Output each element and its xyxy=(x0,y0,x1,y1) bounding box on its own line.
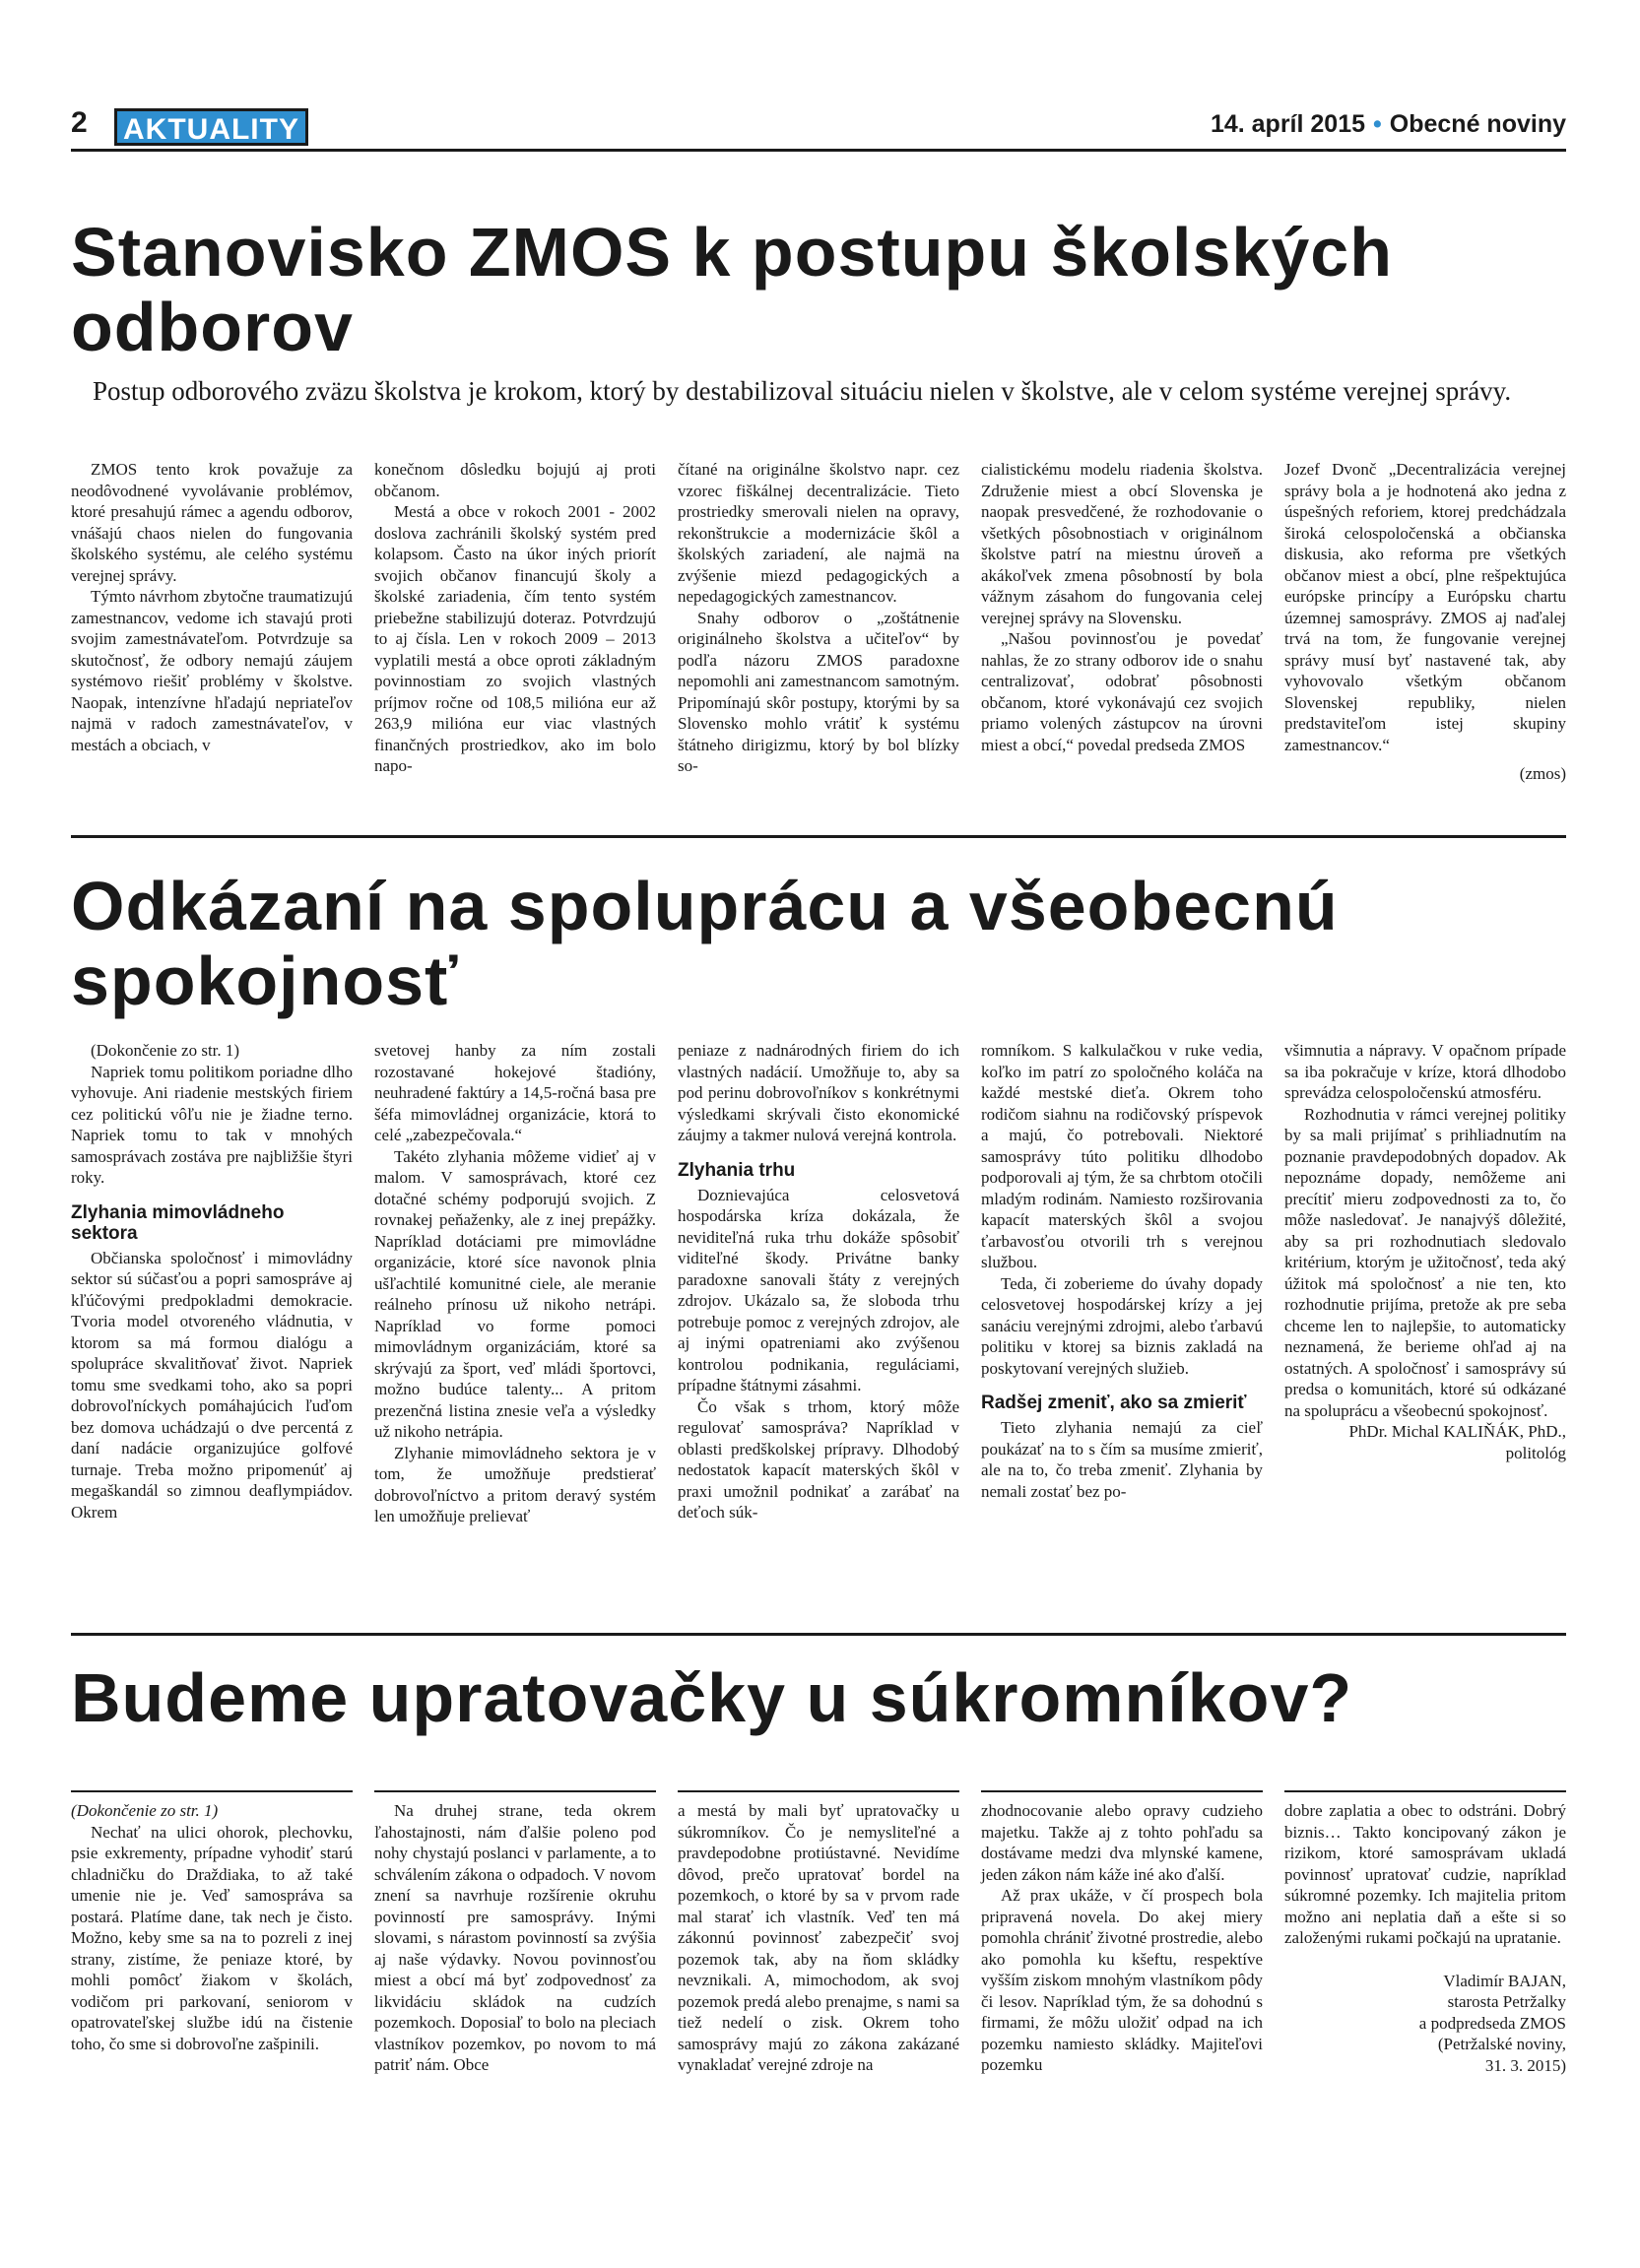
article1-title-line1: Stanovisko ZMOS k postupu školských xyxy=(71,214,1393,291)
paragraph: Na druhej strane, teda okrem ľahostajnosti, nám ďalšie polenо pod nohy chystajú poslanci v parlamente, a to schválením zákona o odpadoch. V novom znení sa navrhuje rozšírenie okruhu povinností pre samosprávy. Inými slovami, s nárastom povinností sa zvýšia aj naše výdavky. Novou povinnosťou miest a obcí má byť zodpovednosť za likvidáciu skládok na cudzích pozemkoch. Doposiaľ to bolo na pleciach vlastníkov pozemkov, po novom to má patriť nám. Obce xyxy=(374,1801,656,2074)
article2-col1 xyxy=(71,1040,353,1527)
subheading: Zlyhania mimovládneho sektora xyxy=(71,1201,285,1244)
page-header xyxy=(71,102,1566,152)
paragraph: zhodnocovanie alebo opravy cudzieho majetku. Takže aj z tohto pohľadu sa dostávame medzi dva mlynské kamene, jeden zákon nám káže iné ako ďalší. xyxy=(981,1801,1263,1884)
paragraph: Až prax ukáže, v čí prospech bola pripravená novela. Do akej miery pomohla chrániť životné prostredie, alebo ako pomohla ku kšeftu, respektíve vyšším ziskom mnohým vlastníkom pôdy či lesov. Napríklad tým, že sa dohodnú s firmami, že môžu uložiť odpad na ich pozemku namiesto skládky. Majiteľovi pozemku xyxy=(981,1886,1263,2074)
article2-author: PhDr. Michal KALIŇÁK, PhD., xyxy=(1348,1422,1566,1441)
article3-col1 xyxy=(71,1800,353,2076)
issue-info xyxy=(1211,110,1566,139)
article2-col5 xyxy=(1284,1040,1566,1527)
article3-col4 xyxy=(981,1800,1263,2076)
subheading: Zlyhania trhu xyxy=(678,1159,796,1181)
article3-col5 xyxy=(1284,1800,1566,2076)
column-rule xyxy=(678,1790,959,1792)
article1-col3 xyxy=(678,459,959,785)
continued-note: (Dokončenie zo str. 1) xyxy=(91,1041,240,1060)
paragraph: Takéto zlyhania môžeme vidieť aj v malom. V samosprávach, ktoré cez dotačné schémy podporujú svojich. Z rovnakej peňaženky, ale z inej prepážky. Napríklad dotáciami pre mimovládne organizácie, ktoré síce navonok plnia ušľachtilé komunitné ciele, ale meranie reálneho prínosu už nikoho netrápi. Napríklad vo forme pomoci mimovládnym organizáciám, ktoré sa skrývajú za šport, veď mládi športovci, možno budúce talenty... A pritom prezenčná listina znesie veľa a výsledky už nikoho netrápia. xyxy=(374,1146,656,1441)
paragraph: Jozef Dvonč „Decentralizácia verejnej správy bola a je hodnotená ako jedna z úspešných reforiem, ktorej predchádzala široká celospoločenská a občianska diskusia, ako reforma pre všetkých občanov miest a obcí, plne rešpektujúca európske princípy a Európsku chartu územnej samosprávy. ZMOS aj naďalej trvá na tom, že fungovanie verejnej správy musí byť nastavené tak, aby vyhovovalo všetkým občanom Slovenskej republiky, nielen predstaviteľom istej skupiny zamestnancov.“ xyxy=(1284,460,1566,754)
paragraph: Občianska spoločnosť i mimovládny sektor sú súčasťou a popri samospráve aj kľúčovými predpokladmi demokracie. Tvoria model otvoreného vládnutia, v ktorom sa má formou dialógu a spolupráce skvalitňovať život. Napriek tomu sme svedkami toho, ako sa popri dobrovoľníckych pomáhajúcich ľuďom bez domova uchádzajú o dve percentá z daní nadácie organizujúce golfové turnaje. Treba možno pripomenúť aj megaškandál so zimnou deaflympiádov. Okrem xyxy=(71,1248,353,1522)
paragraph: romníkom. S kalkulačkou v ruke vedia, koľko im patrí zo spoločného koláča na každé mestské dieťa. Okrem toho rodičom siahnu na rodičovský príspevok a majú, čo potrebovali. Niektoré samosprávy túto politiku dlhodobo podporovali aj tým, že sa chrbtom otočili mladým rodinám. Namiesto rozširovania kapacít materských škôl a svojou ťarbavosťou otvorili trh s verejnou službou. xyxy=(981,1041,1263,1271)
paragraph: svetovej hanby za ním zostali rozostavané hokejové štadióny, neuhradené faktúry a 14,5-ročná basa pre šéfa mimovládnej organizácie, ktorá to celé „zabezpečovala.“ xyxy=(374,1041,656,1144)
paragraph: Nechať na ulici ohorok, plechovku, psie exkrementy, prípadne vyhodiť starú chladničku do Draždiaka, to až také umenie nie je. Veď samospráva sa postará. Platíme dane, tak nech je čisto. Možno, keby sme sa na to pozreli z inej strany, zistíme, že peniaze ktoré, by mohli pomôcť žiakom v školách, vodičom pri parkovaní, seniorom v opatrovateľskej službe idú na čistenie toho, čo sme si dobrovoľne zašpinili. xyxy=(71,1822,353,2053)
paragraph: Mestá a obce v rokoch 2001 - 2002 doslova zachránili školský systém pred kolapsom. Často na úkor iných priorít svojich občanov financujú školy a školské zariadenia, čím tento systém priebežne stabilizujú doteraz. Potvrdzujú to aj čísla. Len v rokoch 2009 – 2013 vyplatili mestá a obce oproti základným povinnostiam zo svojich vlastných príjmov ročne od 108,5 milióna eur až 263,9 milióna eur viac vlastných finančných prostriedkov, ako im bolo napo- xyxy=(374,502,656,775)
article3-col3 xyxy=(678,1800,959,2076)
paragraph: Rozhodnutia v rámci verejnej politiky by sa mali prijímať s prihliadnutím na poznanie pravdepodobných dopadov. Ak nepoznáme dopady, nemôžeme ani precítiť mieru zodpovednosti za to, čo môže nasledovať. Je nanajvýš dôležité, aby sa pri rozhodnutiach sledovalo kritérium, ktorým je užitočnosť, teda aký úžitok má spoločnosť a nie ten, kto rozhodnutie prijíma, pretože ak pre seba chceme len to najlepšie, to automaticky neznamená, že berieme ohľad aj na ostatných. A spoločnosť i samosprávy sú predsa o komunitách, ktoré sú odkázané na spoluprácu a všeobecnú spokojnosť. xyxy=(1284,1104,1566,1420)
bullet-separator: • xyxy=(1373,110,1382,138)
section-label: AKTUALITY xyxy=(114,108,308,146)
article2-title-line1: Odkázaní na spoluprácu a všeobecnú xyxy=(71,868,1339,944)
article2-col4 xyxy=(981,1040,1263,1527)
article3-author-role2: a podpredseda ZMOS xyxy=(1418,2013,1566,2033)
continued-note: (Dokončenie zo str. 1) xyxy=(71,1801,219,1820)
article2-body xyxy=(71,1040,1566,1527)
issue-date: 14. apríl 2015 xyxy=(1210,110,1366,138)
article-separator xyxy=(71,1633,1566,1636)
article1-col1 xyxy=(71,459,353,785)
paragraph: čítané na originálne školstvo napr. cez vzorec fiškálnej decentralizácie. Tieto prostriedky smerovali nielen na opravy, rekonštrukcie a modernizácie škôl a školských zariadení, ale najmä na zvýšenie miezd pedagogických a nepedagogických zamestnancov. xyxy=(678,460,959,606)
paragraph: cialistickému modelu riadenia školstva. Združenie miest a obcí Slovenska je naopak presvedčené, že rozhodovanie o všetkých pôsobnostiach v originálnom školstve patrí na miestnu úroveň a akákoľvek zmena pôsobností by bola vážnym zásahom do fungovania celej verejnej správy na Slovensku. xyxy=(981,460,1263,627)
column-rule xyxy=(374,1790,656,1792)
article1-title-line2: odborov xyxy=(71,289,354,365)
article3-title xyxy=(71,1660,1352,1735)
article3-source: (Petržalské noviny, xyxy=(1437,2035,1566,2053)
article2-col2 xyxy=(374,1040,656,1527)
paragraph: peniaze z nadnárodných firiem do ich vlastných nadácií. Umožňuje to, aby sa pod perinu dobrovoľníkov s konkrétnymi výsledkami skrývali čisto ekonomické záujmy a takmer nulová verejná kontrola. xyxy=(678,1041,959,1144)
article1-col5 xyxy=(1284,459,1566,785)
article3-author: Vladimír BAJAN, xyxy=(1443,1971,1566,1990)
publication-name: Obecné noviny xyxy=(1389,110,1566,138)
paragraph: Teda, či zoberieme do úvahy dopady celosvetovej hospodárskej krízy a jej sanáciu verejnými zdrojmi, alebo ťarbavú politiku v ktorej sa biznis zakladá na poskytovaní verejných služieb. xyxy=(981,1273,1263,1378)
paragraph: Doznievajúca celosvetová hospodárska kríza dokázala, že neviditeľná ruka trhu dokáže spôsobiť viditeľné škody. Privátne banky paradoxne sanovali štáty z verejných zdrojov. Ukázalo sa, že sloboda trhu potrebuje pomoc z verejných zdrojov, ale aj inými opatreniami ako zvýšenou kontrolou podnikania, reguláciami, prípadne štátnymi zásahmi. xyxy=(678,1185,959,1394)
column-rule xyxy=(981,1790,1263,1792)
paragraph: Čo však s trhom, ktorý môže regulovať samospráva? Napríklad v oblasti predškolskej prípravy. Dlhodobý nedostatok kapacít materských škôl v praxi umožnil podnikať a zarábať na deťoch súk- xyxy=(678,1396,959,1522)
article3-col2 xyxy=(374,1800,656,2076)
article2-col3 xyxy=(678,1040,959,1527)
article3-source-date: 31. 3. 2015) xyxy=(1484,2055,1566,2075)
article1-title xyxy=(71,215,1393,364)
paragraph: Napriek tomu politikom poriadne dlho vyhovuje. Ani riadenie mestských firiem cez politickú vôľu nie je žiadne terno. Napriek tomu to tak v mnohých samosprávach zostáva pre najbližšie štyri roky. xyxy=(71,1062,353,1187)
paragraph: Týmto návrhom zbytočne traumatizujú zamestnancov, vedome ich stavajú proti svojim zamestnávateľom. Potvrdzuje sa skutočnosť, že odbory nemajú záujem systémovo riešiť problémy v školstve. Naopak, intenzívne hľadajú nepriateľov najmä v radoch zamestnávateľov, v mestách a obciach, v xyxy=(71,587,353,754)
page-number: 2 xyxy=(71,106,88,139)
article-separator xyxy=(71,835,1566,838)
paragraph: a mestá by mali byť upratovačky u súkromníkov. Čo je nemysliteľné a pravdepodobne protiústavné. Nevidíme dôvod, prečo upratovať bordel na pozemkoch, o ktoré by sa v prvom rade mal starať ich vlastník. Veď ten má zákonnú povinnosť zabezpečiť svoj pozemok tak, aby na ňom skládky nevznikali. A, mimochodom, ak svoj pozemok predá alebo prenajme, s nami sa tiež nedelí o zisk. Okrem toho samosprávy majú zo zákona zakázané vynakladať verejné zdroje na xyxy=(678,1801,959,2074)
article2-title xyxy=(71,869,1339,1018)
article1-lead: Postup odborového zväzu školstva je krokom, ktorý by destabilizoval situáciu nielen v školstve, ale v celom systéme verejnej správy. xyxy=(93,376,1512,406)
subheading: Radšej zmeniť, ako sa zmieriť xyxy=(981,1393,1247,1413)
article3-body xyxy=(71,1800,1566,2076)
paragraph: konečnom dôsledku bojujú aj proti občanom. xyxy=(374,460,656,500)
article2-title-line2: spokojnosť xyxy=(71,942,459,1019)
column-rule xyxy=(71,1790,353,1792)
article3-title-line: Budeme upratovačky u súkromníkov? xyxy=(71,1659,1353,1736)
paragraph: Tieto zlyhania nemajú za cieľ poukázať na to s čím sa musíme zmieriť, ale na to, čo treba zmeniť. Zlyhania by nemali zostať bez po- xyxy=(981,1418,1263,1501)
column-rule xyxy=(1284,1790,1566,1792)
article1-col2 xyxy=(374,459,656,785)
paragraph: „Našou povinnosťou je povedať nahlas, že zo strany odborov ide o snahu centralizovať, odobrať pôsobnosti občanom, ktoré vykonávajú cez svojich priamo volených zástupcov na úrovni miest a obcí,“ povedal predseda ZMOS xyxy=(981,629,1263,754)
header-rule xyxy=(71,149,1566,152)
paragraph: všimnutia a nápravy. V opačnom prípade sa iba pokračuje v krízе, ktorá dlhodobo sprevádza celospoločenskú atmosféru. xyxy=(1284,1041,1566,1102)
article3-author-role1: starosta Petržalky xyxy=(1447,1992,1566,2011)
article1-col4 xyxy=(981,459,1263,785)
paragraph: ZMOS tento krok považuje za neodôvodnené vyvolávanie problémov, ktoré presahujú rámec a agendu odborov, vnášajú chaos nielen do fungovania školského systému, ale celého systému verejnej správy. xyxy=(71,460,353,585)
article1-signature: (zmos) xyxy=(1519,764,1566,783)
paragraph: dobre zaplatia a obec to odstráni. Dobrý biznis… Takto koncipovaný zákon je rizikom, ktoré samosprávam ukladá povinnosť upratovať cudzie, napríklad súkromné pozemky. Ich majitelia pritom možno ani neplatia daň a ešte si so založenými rukami počkajú na upratanie. xyxy=(1284,1801,1566,1947)
article2-author-role: politológ xyxy=(1505,1443,1566,1462)
paragraph: Snahy odborov o „zoštátnenie originálneho školstva a učiteľov“ by podľa názoru ZMOS paradoxne nepomohli ani zamestnancom samotným. Pripomínajú skôr postupy, ktorými by sa Slovensko mohlo vrátiť k systému štátneho dirigizmu, ktorý by bol blízky so- xyxy=(678,608,959,775)
article1-body xyxy=(71,459,1566,785)
paragraph: Zlyhanie mimovládneho sektora je v tom, že umožňuje predstierať dobrovoľníctvo a pritom deravý systém len umožňuje prelievať xyxy=(374,1443,656,1525)
